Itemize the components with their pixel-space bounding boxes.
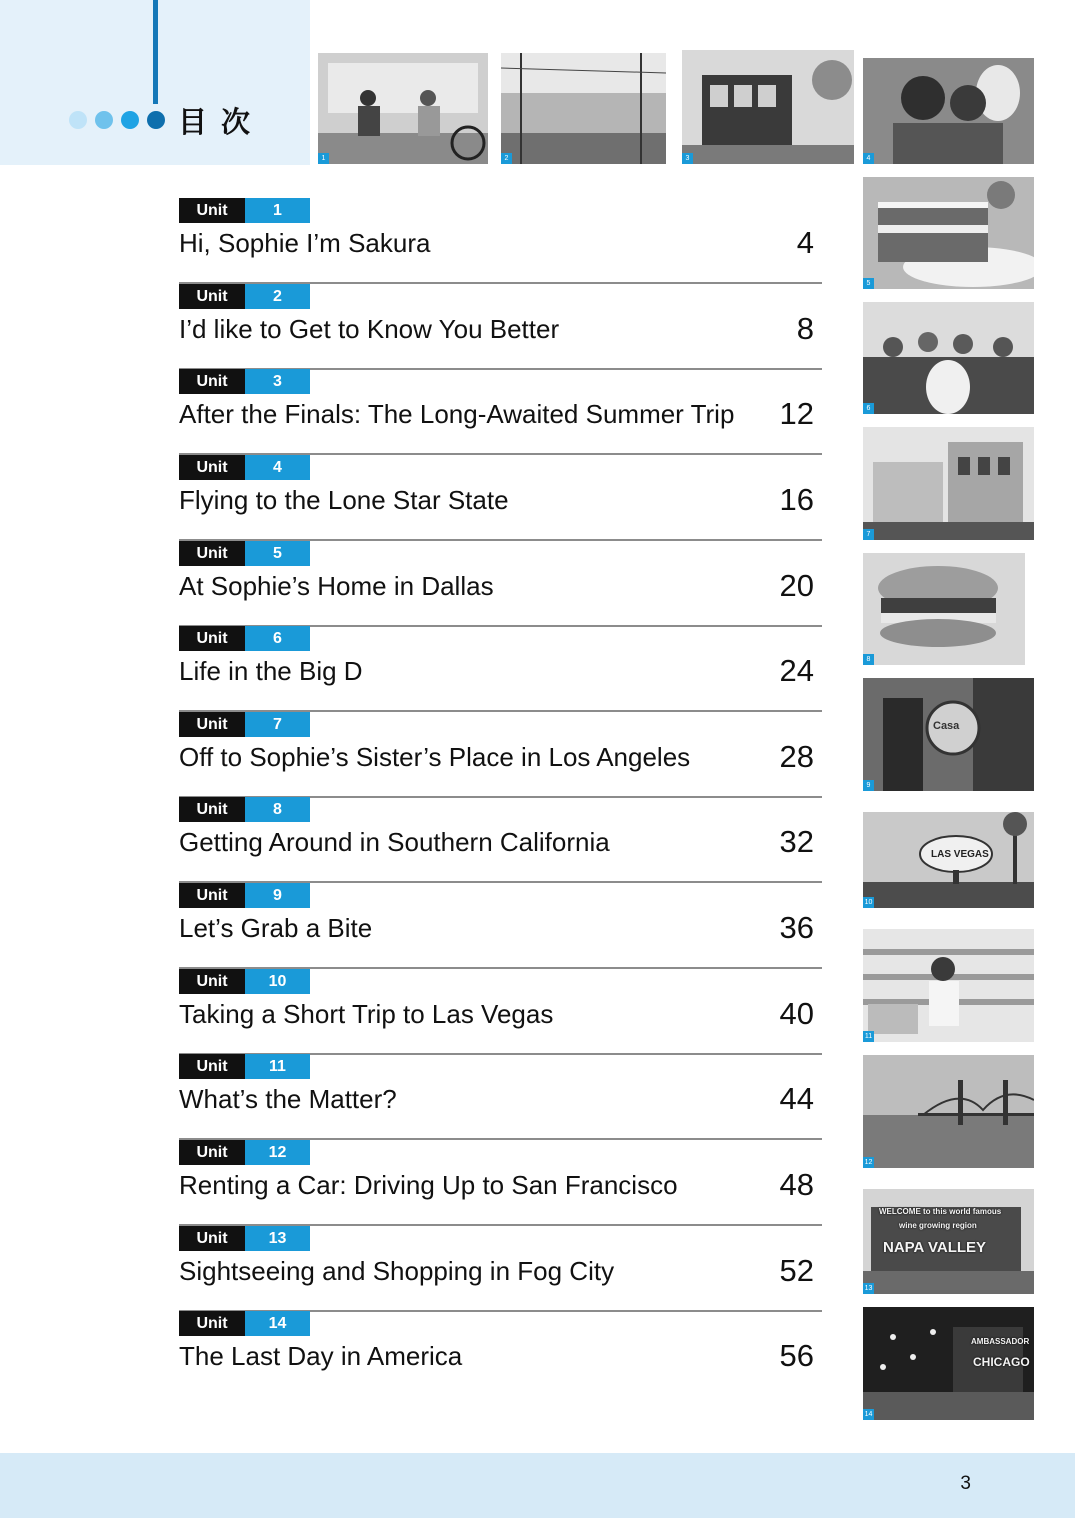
golden-gate-photo xyxy=(863,1055,1034,1168)
page-number: 44 xyxy=(779,1081,814,1116)
sign-main-text: CHICAGO xyxy=(973,1355,1030,1369)
restaurant-sign-photo xyxy=(863,678,1034,791)
sign-text: Casa xyxy=(933,720,960,732)
las-vegas-sign-photo xyxy=(863,812,1034,908)
unit-number: 1 xyxy=(245,198,310,223)
chicago-theatre-photo xyxy=(863,1307,1034,1420)
header-accent-line xyxy=(153,0,158,104)
unit-title: I’d like to Get to Know You Better xyxy=(179,314,560,344)
photo-number: 10 xyxy=(864,899,873,906)
photo-number: 5 xyxy=(863,278,874,289)
unit-title: Flying to the Lone Star State xyxy=(179,485,509,515)
unit-tag xyxy=(179,369,310,394)
napa-valley-sign-photo xyxy=(863,1189,1034,1294)
page-number: 28 xyxy=(779,739,814,774)
pharmacy-photo xyxy=(863,929,1034,1042)
unit-label: Unit xyxy=(179,969,245,994)
unit-label: Unit xyxy=(179,1054,245,1079)
page-number: 40 xyxy=(779,996,814,1031)
people-on-bench-photo xyxy=(318,53,488,164)
unit-title: Renting a Car: Driving Up to San Francisco xyxy=(179,1170,678,1200)
unit-tag xyxy=(179,1054,310,1079)
photo-number: 12 xyxy=(864,1159,873,1166)
unit-title: Sightseeing and Shopping in Fog City xyxy=(179,1256,615,1286)
unit-tag xyxy=(179,1140,310,1165)
unit-label: Unit xyxy=(179,198,245,223)
page-title: 目次 xyxy=(178,105,265,139)
unit-number: 12 xyxy=(245,1140,310,1165)
accent-dot xyxy=(121,111,139,129)
unit-title: Taking a Short Trip to Las Vegas xyxy=(179,999,554,1029)
sign-top-text: AMBASSADOR xyxy=(971,1337,1030,1346)
unit-title: What’s the Matter? xyxy=(179,1084,397,1114)
toc-entry-unit-13[interactable] xyxy=(179,1226,822,1312)
unit-tag xyxy=(179,1311,310,1336)
toc-entry-unit-4[interactable] xyxy=(179,455,822,541)
unit-number: 8 xyxy=(245,797,310,822)
photo-number: 2 xyxy=(501,153,512,164)
unit-title: Hi, Sophie I’m Sakura xyxy=(179,228,431,258)
page-number: 20 xyxy=(779,568,814,603)
unit-title: Off to Sophie’s Sister’s Place in Los Angeles xyxy=(179,742,691,772)
unit-title: At Sophie’s Home in Dallas xyxy=(179,571,494,601)
unit-label: Unit xyxy=(179,712,245,737)
unit-tag xyxy=(179,626,310,651)
unit-label: Unit xyxy=(179,284,245,309)
photo-number: 3 xyxy=(682,153,693,164)
unit-title: Life in the Big D xyxy=(179,656,363,686)
page-number: 32 xyxy=(779,824,814,859)
unit-number: 5 xyxy=(245,541,310,566)
toc-entry-unit-5[interactable] xyxy=(179,541,822,627)
page-number: 4 xyxy=(796,225,814,260)
unit-tag xyxy=(179,883,310,908)
photo-number: 6 xyxy=(863,403,874,414)
unit-number: 9 xyxy=(245,883,310,908)
toc-entry-unit-11[interactable] xyxy=(179,1054,822,1140)
toc-entry-unit-9[interactable] xyxy=(179,883,822,969)
toc-entry-unit-1[interactable] xyxy=(179,198,822,284)
sign-text: LAS VEGAS xyxy=(931,849,989,860)
accent-dot xyxy=(147,111,165,129)
toc-entry-unit-2[interactable] xyxy=(179,284,822,370)
unit-number: 14 xyxy=(245,1311,310,1336)
unit-number: 10 xyxy=(245,969,310,994)
unit-title: After the Finals: The Long-Awaited Summer Trip xyxy=(179,399,735,429)
toc-entry-unit-14[interactable] xyxy=(179,1311,822,1397)
photo-number: 11 xyxy=(864,1033,873,1040)
photo-number: 1 xyxy=(318,153,329,164)
unit-label: Unit xyxy=(179,1140,245,1165)
sign-main-text: NAPA VALLEY xyxy=(883,1239,987,1256)
page-number: 52 xyxy=(779,1253,814,1288)
carrot-cake-photo xyxy=(863,177,1034,289)
sign-sub-text: wine growing region xyxy=(899,1221,977,1230)
accent-dot xyxy=(69,111,87,129)
airplane-passenger-photo xyxy=(863,58,1034,164)
unit-tag xyxy=(179,541,310,566)
unit-tag xyxy=(179,198,310,223)
footer-band xyxy=(0,1453,1075,1518)
photo-number: 13 xyxy=(864,1285,873,1292)
unit-title: Let’s Grab a Bite xyxy=(179,913,373,943)
page-number: 48 xyxy=(779,1167,814,1202)
toc-entry-unit-8[interactable] xyxy=(179,797,822,883)
unit-number: 11 xyxy=(245,1054,310,1079)
page-number: 12 xyxy=(779,396,814,431)
unit-label: Unit xyxy=(179,883,245,908)
unit-tag xyxy=(179,712,310,737)
unit-tag xyxy=(179,969,310,994)
photo-number: 9 xyxy=(863,780,874,791)
page-number-footer: 3 xyxy=(960,1473,971,1494)
cable-car-photo xyxy=(682,50,854,164)
page-number: 16 xyxy=(779,482,814,517)
unit-tag xyxy=(179,797,310,822)
unit-tag xyxy=(179,284,310,309)
unit-number: 6 xyxy=(245,626,310,651)
toc-entry-unit-3[interactable] xyxy=(179,369,822,455)
unit-number: 13 xyxy=(245,1226,310,1251)
toc-entry-unit-6[interactable] xyxy=(179,626,822,712)
photo-number: 4 xyxy=(863,153,874,164)
shopping-street-photo xyxy=(863,427,1034,540)
unit-tag xyxy=(179,1226,310,1251)
unit-label: Unit xyxy=(179,1226,245,1251)
coastal-street-photo xyxy=(501,53,666,164)
unit-label: Unit xyxy=(179,1311,245,1336)
photo-number: 14 xyxy=(864,1411,873,1418)
unit-label: Unit xyxy=(179,797,245,822)
unit-number: 7 xyxy=(245,712,310,737)
unit-label: Unit xyxy=(179,541,245,566)
unit-label: Unit xyxy=(179,369,245,394)
unit-label: Unit xyxy=(179,455,245,480)
photo-number: 7 xyxy=(863,529,874,540)
toc-entry-unit-10[interactable] xyxy=(179,969,822,1055)
toc-entry-unit-7[interactable] xyxy=(179,712,822,798)
photo-number: 8 xyxy=(863,654,874,665)
sign-top-text: WELCOME to this world famous xyxy=(879,1207,1002,1216)
unit-title: Getting Around in Southern California xyxy=(179,827,610,857)
page-number: 56 xyxy=(779,1338,814,1373)
page-number: 24 xyxy=(779,653,814,688)
toc-entry-unit-12[interactable] xyxy=(179,1140,822,1226)
unit-number: 3 xyxy=(245,369,310,394)
unit-number: 2 xyxy=(245,284,310,309)
accent-dot xyxy=(95,111,113,129)
wedding-party-photo xyxy=(863,302,1034,414)
unit-label: Unit xyxy=(179,626,245,651)
page-number: 8 xyxy=(796,311,814,346)
page-number: 36 xyxy=(779,910,814,945)
unit-tag xyxy=(179,455,310,480)
burger-photo xyxy=(863,553,1025,665)
unit-title: The Last Day in America xyxy=(179,1341,463,1371)
unit-number: 4 xyxy=(245,455,310,480)
